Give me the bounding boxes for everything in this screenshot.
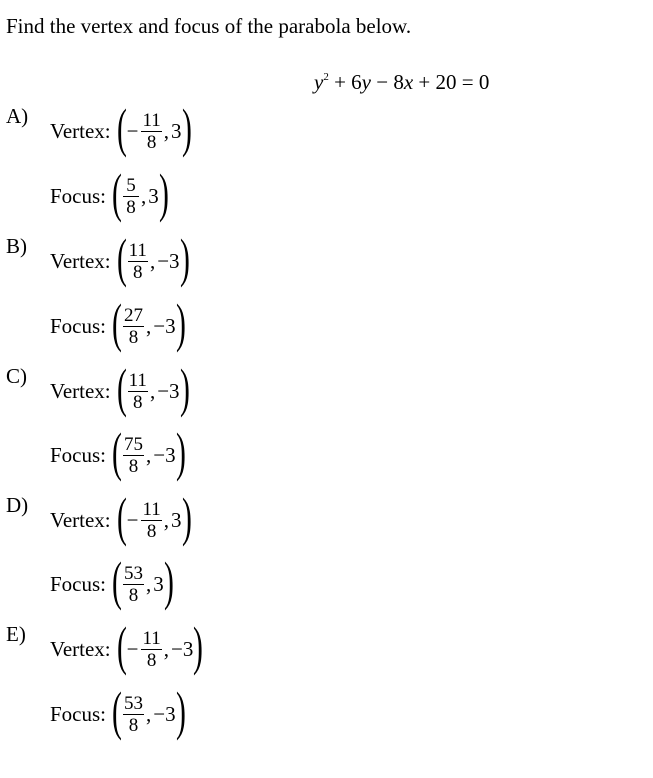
vertex-row xyxy=(50,358,190,421)
y-value: −3 xyxy=(171,636,194,661)
fraction-denominator: 8 xyxy=(128,455,139,477)
option-letter[interactable]: B) xyxy=(6,234,27,258)
coordinate-comma: , xyxy=(163,636,170,661)
option-letter[interactable]: C) xyxy=(6,364,27,388)
open-paren: ( xyxy=(112,163,122,223)
x-fraction xyxy=(123,563,144,606)
close-paren: ) xyxy=(158,163,169,223)
focus-label: Focus: xyxy=(50,313,107,338)
y-value: −3 xyxy=(157,248,180,273)
close-paren: ) xyxy=(193,616,204,676)
coordinate-comma: , xyxy=(163,507,170,532)
open-paren: ( xyxy=(112,681,122,741)
open-paren: ( xyxy=(116,487,127,547)
eq-x: x xyxy=(403,70,414,94)
open-paren: ( xyxy=(116,616,127,676)
parabola-equation xyxy=(314,70,489,95)
y-value: 3 xyxy=(171,507,182,532)
coordinate-pair xyxy=(127,628,194,671)
coordinate-comma: , xyxy=(146,313,152,338)
x-fraction xyxy=(141,628,161,671)
question-text: Find the vertex and focus of the parabola below. xyxy=(6,14,412,38)
coordinate-comma: , xyxy=(149,248,156,273)
focus-label: Focus: xyxy=(50,442,107,467)
x-fraction xyxy=(128,370,148,413)
fraction-numerator: 53 xyxy=(124,562,143,584)
fraction-numerator: 5 xyxy=(123,175,139,197)
vertex-label: Vertex: xyxy=(50,636,111,661)
coordinate-comma: , xyxy=(163,118,170,143)
coordinate-pair xyxy=(122,563,164,606)
x-sign: − xyxy=(126,118,139,143)
close-paren: ) xyxy=(179,228,190,288)
fraction-numerator: 11 xyxy=(142,109,161,131)
fraction-numerator: 27 xyxy=(124,304,143,326)
eq-term-6: + 6 xyxy=(328,70,362,94)
close-paren: ) xyxy=(181,487,192,547)
fraction-denominator: 8 xyxy=(133,261,143,283)
option-letter[interactable]: D) xyxy=(6,493,29,517)
open-paren: ( xyxy=(116,228,127,288)
coordinate-pair xyxy=(122,175,159,218)
eq-y2: y xyxy=(361,70,371,94)
y-value: −3 xyxy=(153,313,176,338)
option-letter[interactable]: A) xyxy=(6,104,29,128)
y-value: −3 xyxy=(153,442,176,467)
vertex-row xyxy=(50,98,192,161)
option-letter[interactable]: E) xyxy=(6,622,26,646)
open-paren: ( xyxy=(116,358,127,418)
y-value: 3 xyxy=(153,571,164,596)
x-sign: − xyxy=(126,636,139,661)
fraction-denominator: 8 xyxy=(146,131,157,153)
fraction-denominator: 8 xyxy=(128,714,139,736)
focus-row xyxy=(50,422,186,485)
fraction-numerator: 11 xyxy=(128,239,147,261)
fraction-numerator: 53 xyxy=(124,692,143,714)
vertex-label: Vertex: xyxy=(50,378,111,403)
vertex-label: Vertex: xyxy=(50,507,111,532)
vertex-row xyxy=(50,487,192,550)
coordinate-pair xyxy=(122,434,176,477)
eq-y: y xyxy=(314,70,324,94)
y-value: 3 xyxy=(148,183,159,208)
coordinate-comma: , xyxy=(141,183,147,208)
vertex-row xyxy=(50,616,204,679)
focus-row xyxy=(50,293,186,356)
close-paren: ) xyxy=(175,422,186,482)
eq-exponent: 2 xyxy=(323,71,329,83)
coordinate-comma: , xyxy=(146,701,152,726)
vertex-label: Vertex: xyxy=(50,248,111,273)
fraction-numerator: 75 xyxy=(124,433,143,455)
x-fraction xyxy=(128,240,148,283)
open-paren: ( xyxy=(112,551,122,611)
coordinate-pair xyxy=(127,110,182,153)
fraction-numerator: 11 xyxy=(142,498,161,520)
x-fraction xyxy=(123,693,144,736)
eq-term-8: − 8 xyxy=(371,70,404,94)
x-fraction xyxy=(123,434,144,477)
eq-term-20: + 20 = 0 xyxy=(413,70,490,94)
focus-row xyxy=(50,163,169,226)
open-paren: ( xyxy=(112,422,122,482)
x-fraction xyxy=(123,305,144,348)
x-sign: − xyxy=(126,507,139,532)
y-value: −3 xyxy=(153,701,176,726)
fraction-numerator: 11 xyxy=(142,627,161,649)
focus-label: Focus: xyxy=(50,571,107,596)
coordinate-comma: , xyxy=(149,378,156,403)
y-value: 3 xyxy=(171,118,182,143)
x-fraction xyxy=(123,175,139,218)
coordinate-pair xyxy=(122,305,176,348)
coordinate-pair xyxy=(122,693,176,736)
vertex-label: Vertex: xyxy=(50,118,111,143)
coordinate-pair xyxy=(127,370,180,413)
fraction-denominator: 8 xyxy=(146,649,157,671)
fraction-denominator: 8 xyxy=(128,326,139,348)
fraction-numerator: 11 xyxy=(128,369,147,391)
focus-row xyxy=(50,551,174,614)
coordinate-pair xyxy=(127,240,180,283)
close-paren: ) xyxy=(175,681,186,741)
close-paren: ) xyxy=(181,98,192,158)
open-paren: ( xyxy=(112,293,122,353)
vertex-row xyxy=(50,228,190,291)
x-fraction xyxy=(141,499,161,542)
coordinate-pair xyxy=(127,499,182,542)
close-paren: ) xyxy=(179,358,190,418)
fraction-denominator: 8 xyxy=(146,520,157,542)
focus-row xyxy=(50,681,186,744)
focus-label: Focus: xyxy=(50,183,107,208)
fraction-denominator: 8 xyxy=(133,391,143,413)
coordinate-comma: , xyxy=(146,442,152,467)
focus-label: Focus: xyxy=(50,701,107,726)
y-value: −3 xyxy=(157,378,180,403)
fraction-denominator: 8 xyxy=(128,584,139,606)
fraction-denominator: 8 xyxy=(126,196,136,218)
close-paren: ) xyxy=(163,551,174,611)
x-fraction xyxy=(141,110,161,153)
coordinate-comma: , xyxy=(146,571,152,596)
open-paren: ( xyxy=(116,98,127,158)
close-paren: ) xyxy=(175,293,186,353)
